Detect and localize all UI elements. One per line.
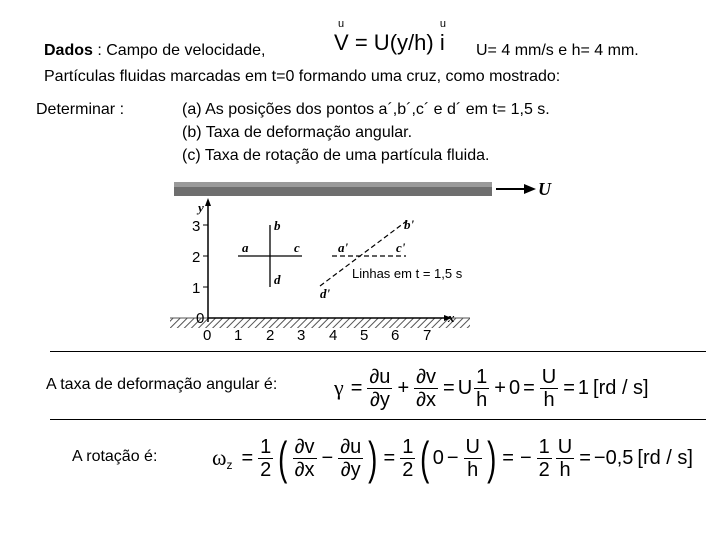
gamma-symbol: γ [334, 375, 344, 400]
y-ticks [192, 218, 208, 327]
rot-partial-u: ∂u [340, 435, 362, 458]
moving-plate-highlight [174, 182, 492, 187]
point-c: c [294, 240, 300, 255]
slash: / [408, 30, 415, 55]
point-c-prime: c' [396, 240, 406, 255]
paren-open: ( [389, 30, 398, 55]
vector-arrow-v: u [338, 18, 345, 30]
point-b-prime: b' [404, 217, 415, 232]
point-b: b [274, 218, 281, 233]
dados-label: Dados [44, 42, 93, 59]
y-tick-3: 3 [192, 218, 201, 235]
half-num-3: 1 [538, 435, 550, 458]
rotation-equation: ω z = $\frac{1}{2}$ ( $\frac{\partial v}{\partial x}$ − $\frac{\partial u}{\partial y}$ ) = $\frac{1}{2}$ ( 0 − $\frac{U}{h}$ ) = − $\frac{1}{2}$ $\frac{U}{h}$ = −0,5 [rd / s] [212, 432, 693, 484]
separator-top [50, 351, 706, 352]
x-ticks [203, 327, 431, 344]
zero: 0 [508, 376, 521, 399]
task-b: (b) Taxa de deformação angular. [182, 124, 413, 141]
dados-text: : Campo de velocidade, [97, 42, 266, 59]
x-axis-label: x [448, 310, 455, 325]
u-over-h-den: h [543, 388, 555, 411]
half-num-2: 1 [402, 435, 414, 458]
header-line2: Partículas fluidas marcadas em t=0 formando uma cruz, como mostrado: [44, 68, 561, 85]
rot-h: h [467, 458, 479, 481]
h-symbol: h [414, 30, 427, 55]
dados-line [44, 42, 265, 60]
point-d-prime: d' [320, 286, 331, 301]
i-unit-vector: i [439, 30, 445, 55]
flow-figure [170, 172, 560, 350]
rot-u: U [465, 435, 480, 458]
rot-partial-v: ∂v [294, 435, 315, 458]
vector-arrow-i: u [439, 18, 446, 30]
partial-y: ∂y [369, 388, 390, 411]
velocity-field-formula [334, 18, 446, 56]
u-over-h-num: U [541, 365, 557, 388]
x-tick-2: 2 [266, 327, 275, 344]
x-tick-0: 0 [203, 327, 212, 344]
partial-x: ∂x [416, 388, 437, 411]
h-constant: h [476, 388, 488, 411]
y-axis-arrow [205, 198, 211, 206]
partial-u: ∂u [369, 365, 391, 388]
deformation-equation: γ = $\frac{\partial u}{\partial y}$ + $\frac{\partial v}{\partial x}$ = U $\frac{1}{h}$ + 0 = $\frac{U}{h}$ = 1 [rd / s] [334, 365, 649, 411]
point-a: a [242, 240, 249, 255]
x-tick-6: 6 [391, 327, 400, 344]
rot-h-2: h [559, 458, 571, 481]
half-den-1: 2 [260, 458, 272, 481]
y-tick-0: 0 [196, 310, 205, 327]
deformation-label: A taxa de deformação angular é: [46, 376, 278, 393]
partial-v: ∂v [416, 365, 437, 388]
point-a-prime: a' [338, 240, 349, 255]
y-axis-label: y [198, 200, 204, 215]
task-a: (a) As posições dos pontos a´,b´,c´ e d´ em t= 1,5 s. [182, 101, 550, 118]
equals-sign: = [354, 30, 368, 55]
lines-at-time-label: Linhas em t = 1,5 s [352, 266, 463, 281]
u-arrow-head [524, 184, 536, 194]
deformation-result: 1 [577, 376, 590, 399]
rotation-unit: [rd / s] [637, 446, 693, 469]
u-constant: U [457, 376, 473, 399]
paren-close: ) [426, 30, 434, 55]
x-tick-4: 4 [329, 327, 338, 344]
y-symbol: y [397, 30, 409, 55]
separator-bottom [50, 419, 706, 420]
parameters: U= 4 mm/s e h= 4 mm. [476, 42, 639, 59]
rotation-result: −0,5 [593, 446, 634, 469]
y-tick-2: 2 [192, 249, 201, 266]
omega-subscript: z [226, 458, 233, 472]
rot-zero: 0 [432, 446, 444, 469]
half-den-2: 2 [402, 458, 414, 481]
rot-partial-y: ∂y [340, 458, 361, 481]
task-c: (c) Taxa de rotação de uma partícula fluida. [182, 147, 490, 164]
x-tick-1: 1 [234, 327, 243, 344]
rot-partial-x: ∂x [294, 458, 315, 481]
x-tick-5: 5 [360, 327, 369, 344]
rot-u-2: U [557, 435, 573, 458]
u-label: U [538, 179, 551, 199]
determinar-heading [36, 101, 124, 119]
velocity-symbol: V [334, 30, 349, 55]
deformation-unit: [rd / s] [593, 376, 649, 399]
x-tick-7: 7 [423, 327, 432, 344]
x-tick-3: 3 [297, 327, 306, 344]
determinar-colon: : [119, 101, 125, 118]
u-symbol: U [373, 30, 390, 55]
half-num-1: 1 [260, 435, 272, 458]
half-den-3: 2 [538, 458, 550, 481]
one: 1 [476, 365, 488, 388]
point-d: d [274, 272, 281, 287]
determinar-label: Determinar [36, 101, 116, 118]
y-tick-1: 1 [192, 280, 201, 297]
omega-symbol: ω [212, 445, 227, 470]
rotation-label: A rotação é: [72, 448, 158, 465]
